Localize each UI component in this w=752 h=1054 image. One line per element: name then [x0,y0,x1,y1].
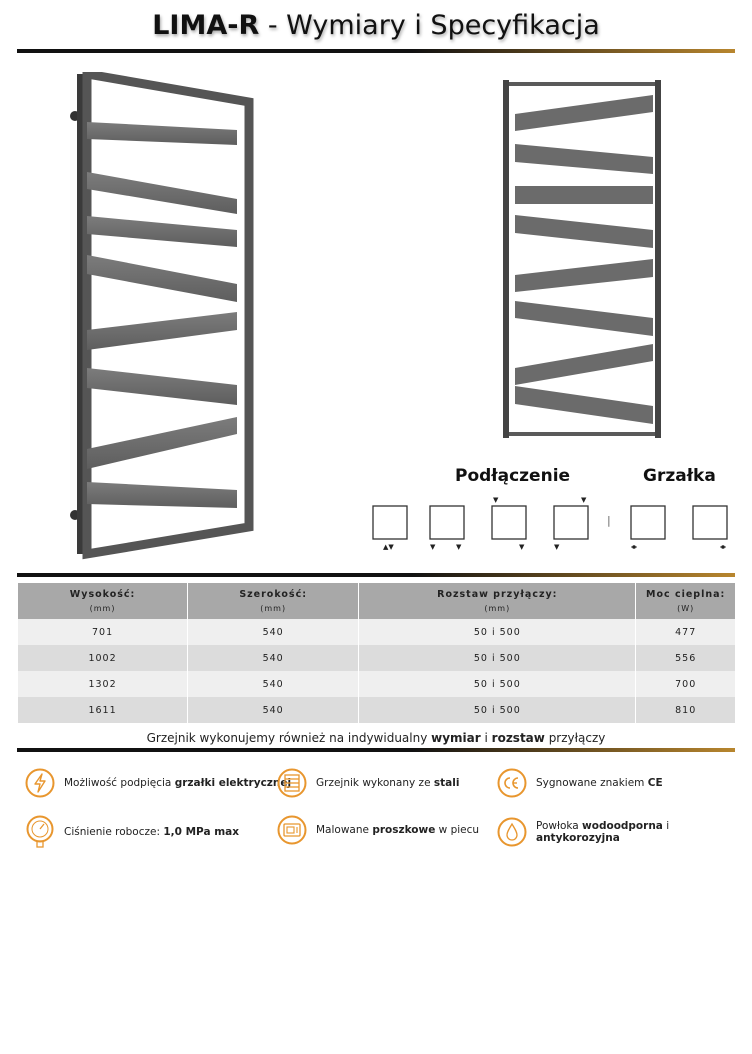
cell-height: 1002 [18,645,188,671]
cell-width: 540 [188,697,359,723]
table-row [18,619,736,645]
cell-height: 1302 [18,671,188,697]
cell-power: 556 [636,645,736,671]
page-title: LIMA-R - Wymiary i Specyfikacja [152,10,600,41]
cell-width: 540 [188,671,359,697]
header-width: Szerokość: (mm) [188,583,359,619]
ce-icon [497,768,527,798]
radiator-front-image [500,78,665,443]
svg-text:▼: ▼ [581,496,587,504]
feature-coating: Powłoka wodoodporna i antykorozyjna [497,817,752,847]
cell-power: 700 [636,671,736,697]
connection-separator: | [607,514,611,527]
connection-option-4 [551,495,591,555]
water-drop-icon [497,817,527,847]
feature-steel: Grzejnik wykonany ze stali [277,768,459,798]
feature-powder-coating: Malowane proszkowe w piecu [277,815,479,845]
table-header-row [18,583,736,619]
table-row [18,697,736,723]
cell-power: 810 [636,697,736,723]
custom-order-note: Grzejnik wykonujemy również na indywidualny wymiar i rozstaw przyłączy [146,731,606,745]
svg-text:▼: ▼ [519,543,525,551]
feature-ce: Sygnowane znakiem CE [497,768,663,798]
cell-spacing: 50 i 500 [359,697,636,723]
feature-pressure: Ciśnienie robocze: 1,0 MPa max [25,815,239,849]
svg-text:▲▼: ▲▼ [383,543,394,551]
cell-width: 540 [188,645,359,671]
cell-height: 1611 [18,697,188,723]
lightning-icon [25,768,55,798]
svg-text:▼: ▼ [456,543,462,551]
connection-option-2 [427,495,467,555]
header-divider [17,49,735,53]
table-row [18,671,736,697]
pressure-gauge-icon [25,815,55,849]
features-divider [17,748,735,752]
connection-option-1 [370,495,410,555]
svg-text:▼: ▼ [493,496,499,504]
cell-spacing: 50 i 500 [359,619,636,645]
svg-text:▼: ▼ [554,543,560,551]
header-power: Moc cieplna: (W) [636,583,736,619]
cell-spacing: 50 i 500 [359,671,636,697]
spec-table [18,583,736,723]
table-top-divider [17,573,735,577]
connection-option-3 [489,495,529,555]
connection-label: Podłączenie [455,466,571,486]
cell-width: 540 [188,619,359,645]
cell-height: 701 [18,619,188,645]
heater-option-left [628,495,668,555]
heater-option-right [690,495,730,555]
header-height: Wysokość: (mm) [18,583,188,619]
cell-power: 477 [636,619,736,645]
feature-electric-heater: Możliwość podpięcia grzałki elektrycznej [25,768,291,798]
cell-spacing: 50 i 500 [359,645,636,671]
paint-oven-icon [277,815,307,845]
table-row [18,645,736,671]
heater-label: Grzałka [643,466,716,486]
radiator-perspective-image [65,72,255,562]
radiator-icon [277,768,307,798]
svg-text:▼: ▼ [430,543,436,551]
header-spacing: Rozstaw przyłączy: (mm) [359,583,636,619]
